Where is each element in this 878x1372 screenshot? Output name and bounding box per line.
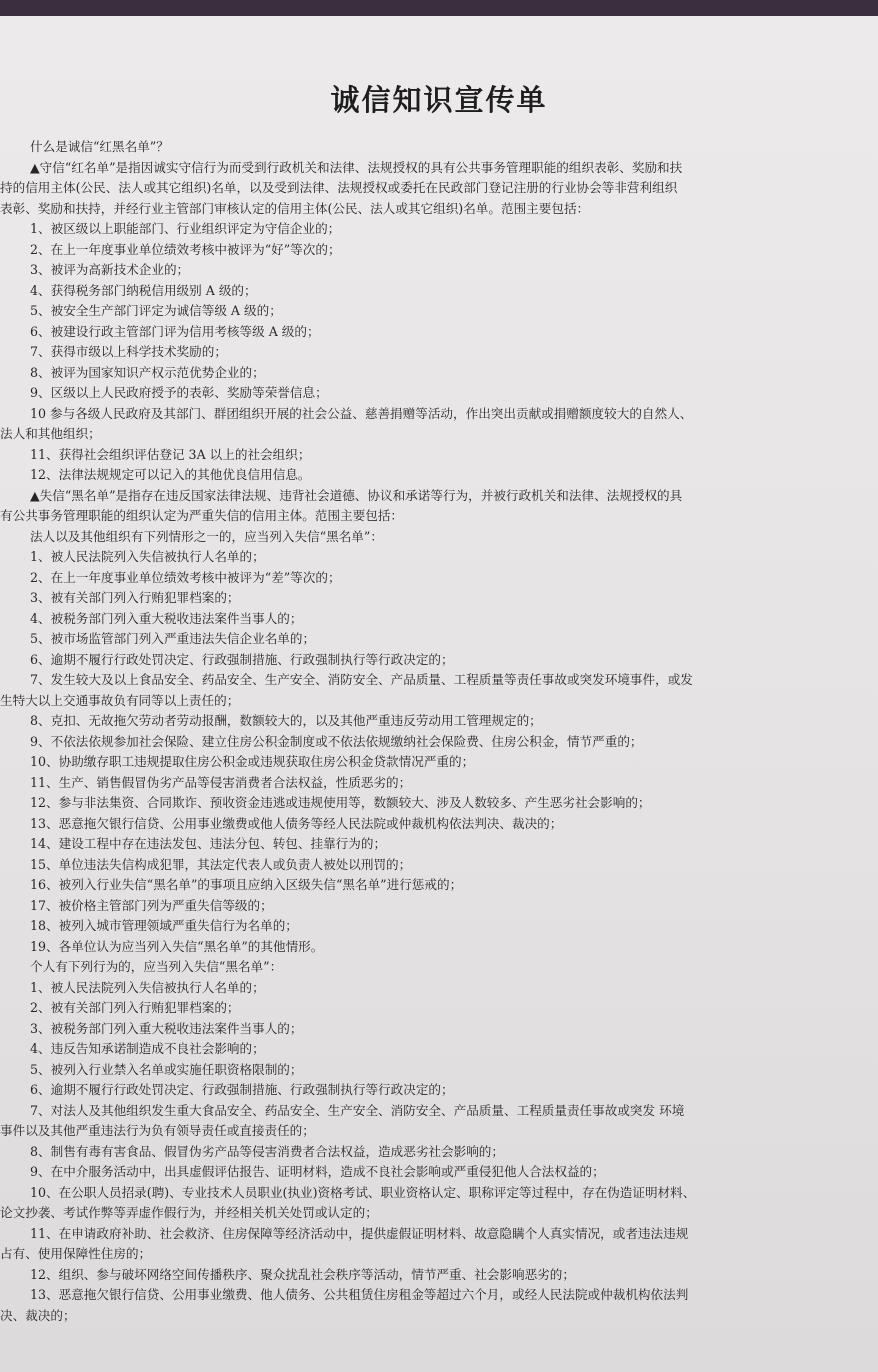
text-line: 13、恶意拖欠银行信贷、公用事业缴费、他人债务、公共租赁住房租金等超过六个月，或经人民法院或仲裁机构依法判 bbox=[30, 1287, 689, 1302]
text-line: 事件以及其他严重违法行为负有领导责任或直接责任的； bbox=[0, 1123, 315, 1138]
text-line: 11、生产、销售假冒伪劣产品等侵害消费者合法权益，性质恶劣的； bbox=[30, 774, 412, 790]
text-line: 1、被人民法院列入失信被执行人名单的； bbox=[30, 979, 265, 995]
text-line: 12、组织、参与破坏网络空间传播秩序、聚众扰乱社会秩序等活动，情节严重、社会影响恶劣的； bbox=[30, 1266, 575, 1282]
text-line: 3、被评为高新技术企业的； bbox=[30, 262, 190, 277]
text-line: 持的信用主体(公民、法人或其它组织)名单，以及受到法律、法规授权或委托在民政部门登记注册的行业协会等非营利组织 bbox=[0, 180, 678, 195]
text-line: 19、各单位认为应当列入失信“黑名单”的其他情形。 bbox=[30, 938, 324, 954]
text-line: 4、被税务部门列入重大税收违法案件当事人的； bbox=[30, 610, 303, 626]
text-line: 2、在上一年度事业单位绩效考核中被评为“差”等次的； bbox=[30, 569, 341, 585]
document-title: 诚信知识宣传单 bbox=[330, 83, 548, 117]
text-line: 9、在中介服务活动中，出具虚假评估报告、证明材料，造成不良社会影响或严重侵犯他人合法权益的； bbox=[30, 1164, 605, 1179]
text-line: 7、获得市级以上科学技术奖励的； bbox=[30, 344, 227, 359]
text-line: 8、制售有毒有害食品、假冒伪劣产品等侵害消费者合法权益，造成恶劣社会影响的； bbox=[30, 1143, 504, 1159]
text-line: 14、建设工程中存在违法发包、违法分包、转包、挂靠行为的； bbox=[30, 836, 387, 851]
text-line: 11、获得社会组织评估登记 3A 以上的社会组织； bbox=[30, 446, 311, 462]
text-line: 6、被建设行政主管部门评为信用考核等级 A 级的； bbox=[30, 323, 320, 339]
text-line: 17、被价格主管部门列为严重失信等级的； bbox=[30, 897, 273, 913]
text-line: 7、对法人及其他组织发生重大食品安全、药品安全、生产安全、消防安全、产品质量、工程质量责任事故或突发 环境 bbox=[30, 1102, 685, 1118]
text-line: 7、发生较大及以上食品安全、药品安全、生产安全、消防安全、产品质量、工程质量等责任事故或突发环境事件，或发 bbox=[30, 672, 693, 687]
text-line: 法人和其他组织； bbox=[0, 426, 101, 441]
document-page bbox=[0, 16, 878, 1372]
text-line: 4、获得税务部门纳税信用级别 A 级的； bbox=[30, 282, 257, 298]
text-line: 表彰、奖励和扶持，并经行业主管部门审核认定的信用主体(公民、法人或其它组织)名单。范围主要包括： bbox=[0, 200, 590, 216]
text-line: 18、被列入城市管理领域严重失信行为名单的； bbox=[30, 918, 298, 933]
text-line: 5、被市场监管部门列入严重违法失信企业名单的； bbox=[30, 631, 316, 646]
text-line: 2、被有关部门列入行贿犯罪档案的； bbox=[30, 1000, 240, 1015]
text-line: 3、被有关部门列入行贿犯罪档案的； bbox=[30, 590, 240, 605]
text-line: 12、参与非法集资、合同欺诈、预收资金违逃或违规使用等，数额较大、涉及人数较多、产生恶劣社会影响的； bbox=[30, 795, 651, 810]
text-line: 11、在申请政府补助、社会救济、住房保障等经济活动中，提供虚假证明材料、故意隐瞒个人真实情况，或者违法违规 bbox=[30, 1225, 689, 1241]
text-line: ▲失信“黑名单”是指存在违反国家法律法规、违背社会道德、协议和承诺等行为，并被行政机关和法律、法规授权的具 bbox=[30, 487, 683, 503]
text-line: ▲守信“红名单”是指因诚实守信行为而受到行政机关和法律、法规授权的具有公共事务管理职能的组织表彰、奖励和扶 bbox=[30, 159, 683, 175]
text-line: 3、被税务部门列入重大税收违法案件当事人的； bbox=[30, 1020, 303, 1036]
text-line: 9、不依法依规参加社会保险、建立住房公积金制度或不依法依规缴纳社会保险费、住房公积金，情节严重的； bbox=[30, 733, 643, 749]
text-line: 生特大以上交通事故负有同等以上责任的； bbox=[0, 692, 240, 708]
text-line: 有公共事务管理职能的组织认定为严重失信的信用主体。范围主要包括： bbox=[0, 508, 403, 523]
text-line: 9、区级以上人民政府授予的表彰、奖励等荣誉信息； bbox=[30, 385, 328, 400]
text-line: 12、法律法规规定可以记入的其他优良信用信息。 bbox=[30, 467, 311, 482]
text-line: 2、在上一年度事业单位绩效考核中被评为“好”等次的； bbox=[30, 241, 341, 257]
text-line: 6、逾期不履行行政处罚决定、行政强制措施、行政强制执行等行政决定的； bbox=[30, 651, 454, 667]
text-line: 13、恶意拖欠银行信贷、公用事业缴费或他人债务等经人民法院或仲裁机构依法判决、裁决的； bbox=[30, 815, 563, 831]
text-line: 个人有下列行为的，应当列入失信“黑名单”： bbox=[30, 959, 283, 974]
text-line: 10、协助缴存职工违规提取住房公积金或违规获取住房公积金贷款情况严重的； bbox=[30, 754, 475, 769]
text-line: 1、被人民法院列入失信被执行人名单的； bbox=[30, 549, 265, 564]
text-line: 论文抄袭、考试作弊等弄虚作假行为，并经相关机关处罚或认定的； bbox=[0, 1205, 378, 1220]
text-line: 占有、使用保障性住房的； bbox=[0, 1246, 152, 1261]
text-line: 1、被区级以上职能部门、行业组织评定为守信企业的； bbox=[30, 221, 341, 236]
text-line: 法人以及其他组织有下列情形之一的，应当列入失信“黑名单”： bbox=[30, 528, 383, 544]
text-line: 16、被列入行业失信“黑名单”的事项且应纳入区级失信“黑名单”进行惩戒的； bbox=[30, 877, 463, 892]
text-line: 8、被评为国家知识产权示范优势企业的； bbox=[30, 364, 265, 380]
text-line: 8、克扣、无故拖欠劳动者劳动报酬，数额较大的，以及其他严重违反劳动用工管理规定的； bbox=[30, 713, 542, 728]
text-line: 4、违反告知承诺制造成不良社会影响的； bbox=[30, 1041, 265, 1056]
text-line: 5、被列入行业禁入名单或实施任职资格限制的； bbox=[30, 1061, 303, 1077]
text-line: 10 参与各级人民政府及其部门、群团组织开展的社会公益、慈善捐赠等活动，作出突出贡献或捐赠额度较大的自然人、 bbox=[30, 405, 693, 421]
text-line: 5、被安全生产部门评定为诚信等级 A 级的； bbox=[30, 303, 282, 318]
text-line: 6、逾期不履行行政处罚决定、行政强制措施、行政强制执行等行政决定的； bbox=[30, 1082, 454, 1097]
text-line: 决、裁决的； bbox=[0, 1307, 76, 1323]
text-line: 15、单位违法失信构成犯罪，其法定代表人或负责人被处以刑罚的； bbox=[30, 856, 412, 872]
text-line: 10、在公职人员招录(聘)、专业技术人员职业(执业)资格考试、职业资格认定、职称评定等过程中，存在伪造证明材料、 bbox=[30, 1184, 696, 1200]
text-line: 什么是诚信“红黑名单”？ bbox=[30, 139, 169, 154]
